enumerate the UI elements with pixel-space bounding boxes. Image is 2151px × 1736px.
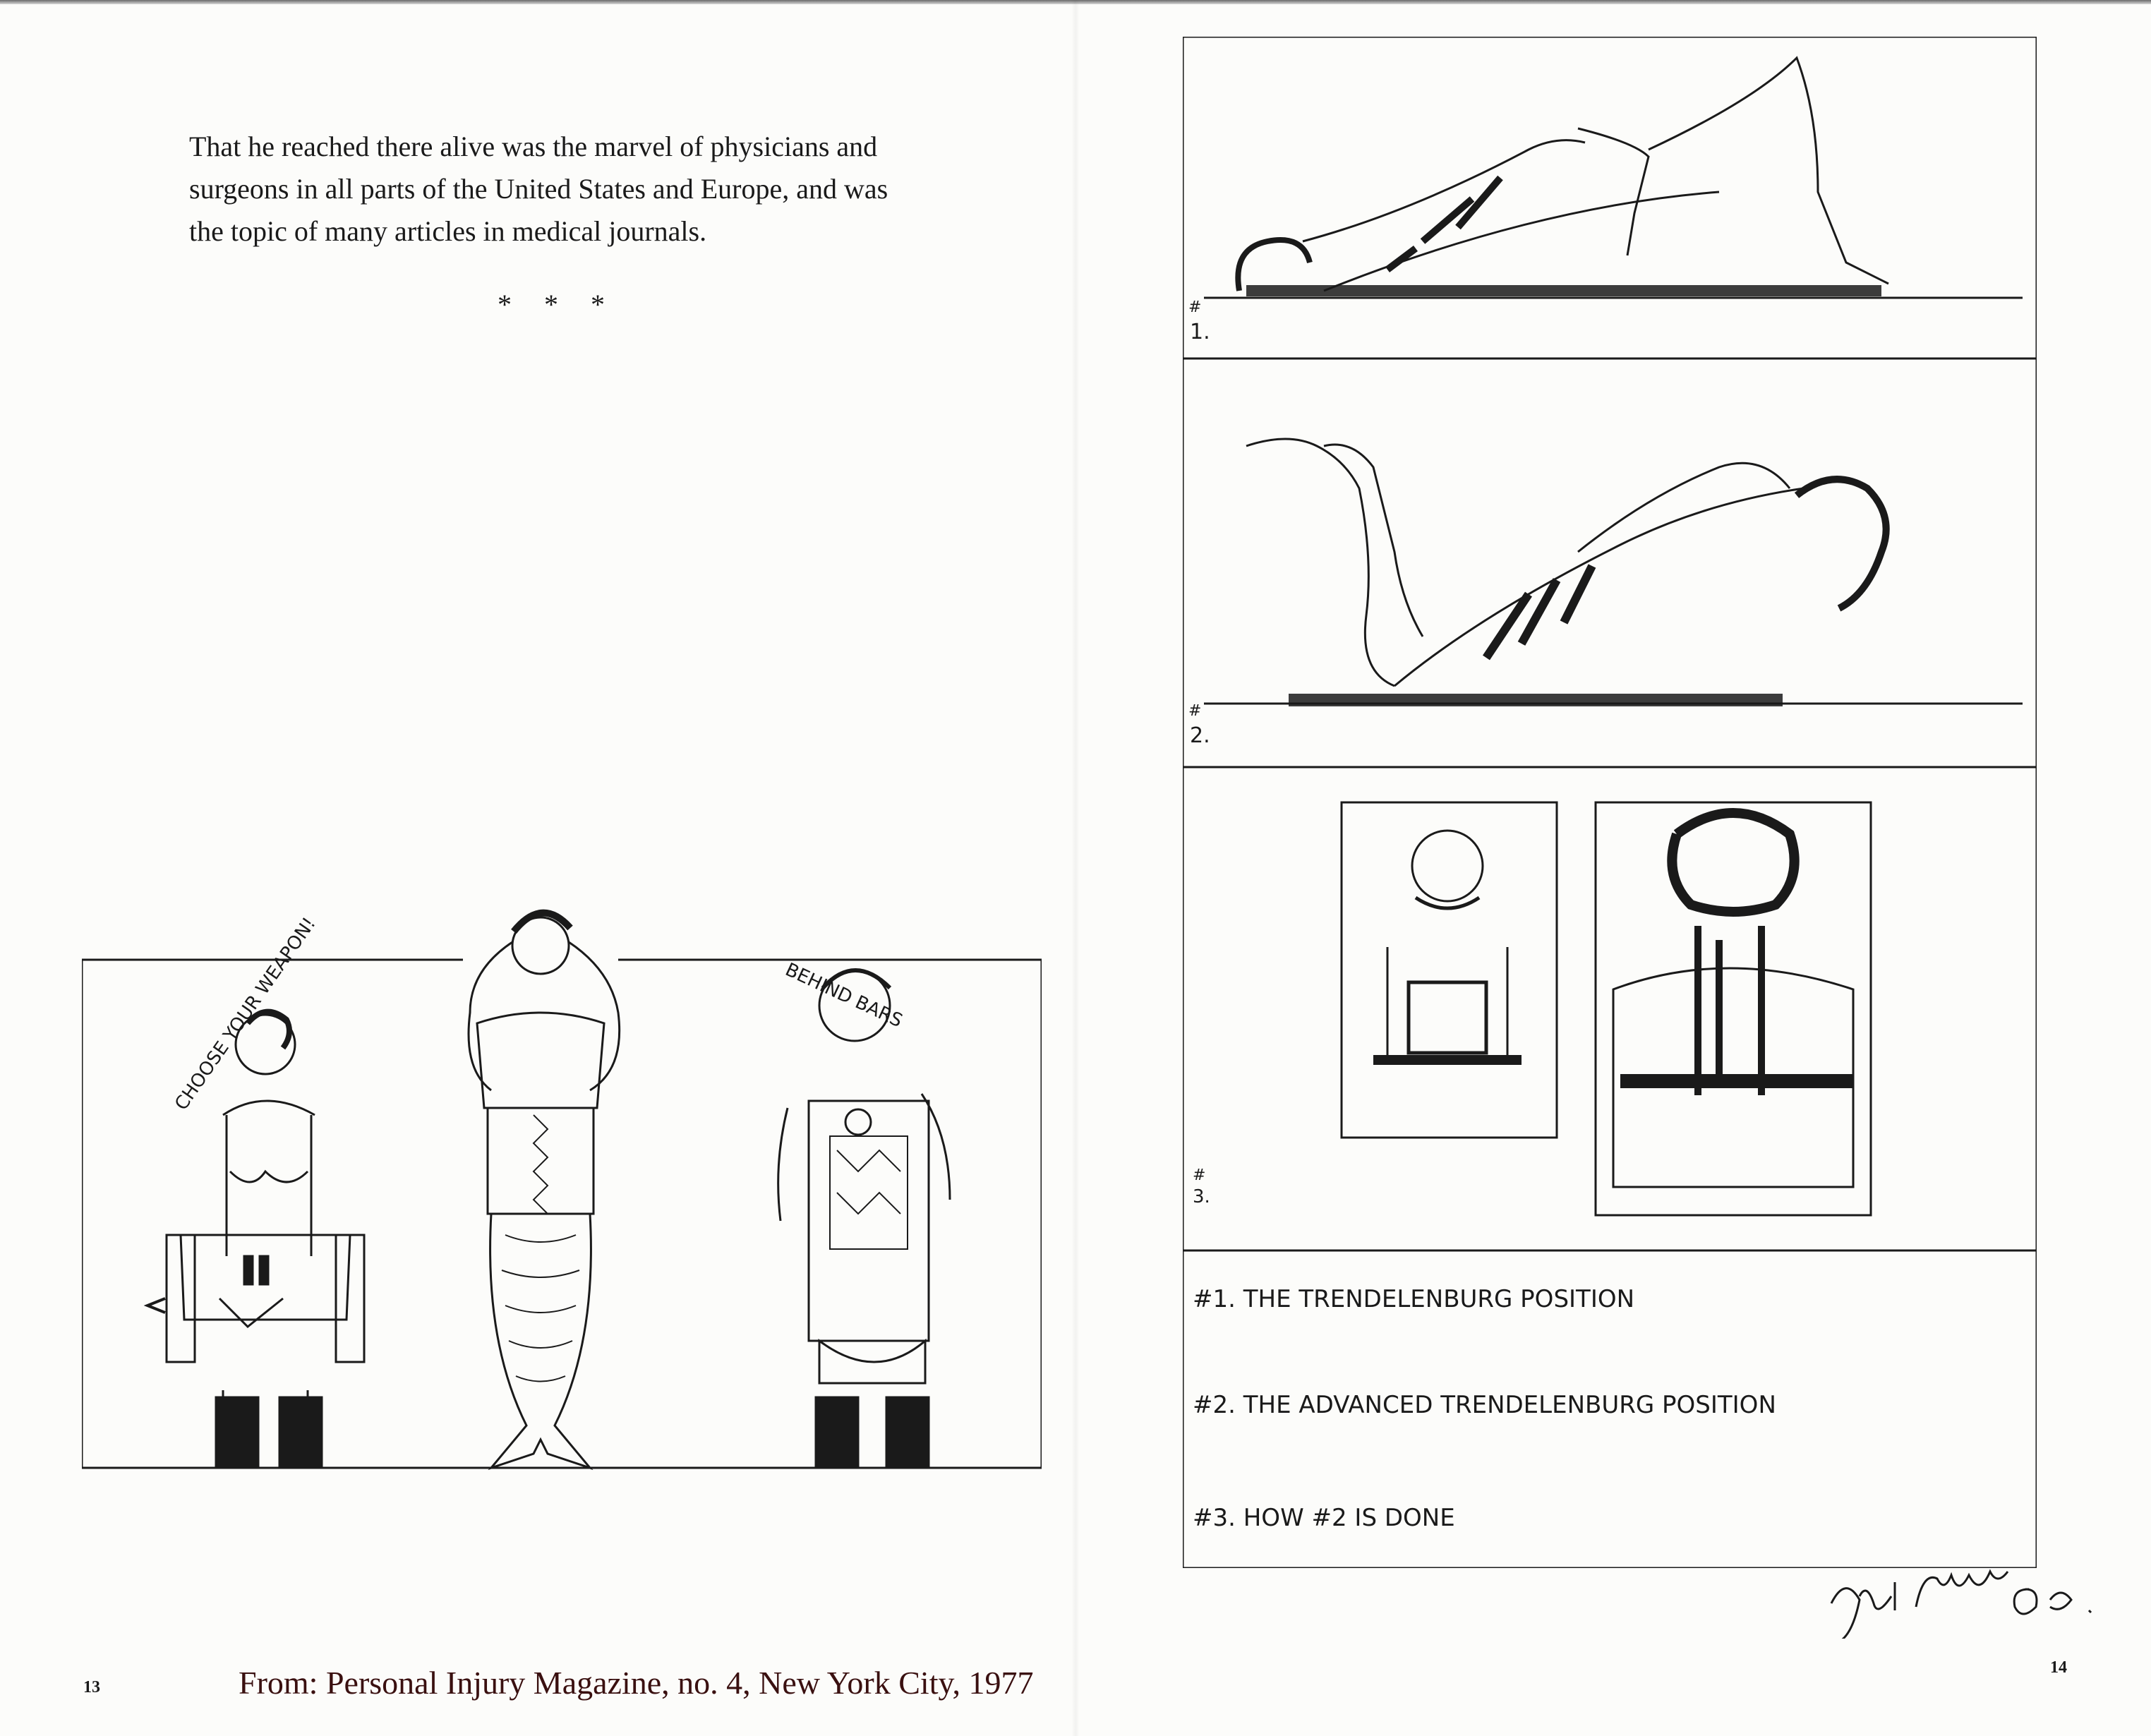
label-choose-your-weapon: CHOOSE YOUR WEAPON!: [171, 913, 320, 1115]
legend-item-1: #1. THE TRENDELENBURG POSITION: [1193, 1285, 1635, 1313]
body-line: the topic of many articles in medical journals.: [189, 215, 707, 247]
figure-left-choose-your-weapon: [147, 1012, 364, 1468]
figure-right-behind-bars: [778, 970, 950, 1468]
body-line: That he reached there alive was the marvel of physicians and: [189, 131, 878, 162]
artist-signature: [1817, 1561, 2114, 1639]
panel-2-number: 2.: [1190, 723, 1210, 748]
source-caption: From: Personal Injury Magazine, no. 4, New York City, 1977: [239, 1665, 1034, 1701]
label-behind-bars: BEHIND BARS: [782, 959, 906, 1032]
panel-3-number: 3.: [1193, 1186, 1210, 1207]
panel-2-drawing: [1204, 439, 2023, 704]
legend-item-3: #3. HOW #2 IS DONE: [1193, 1504, 1455, 1532]
legend-item-2: #2. THE ADVANCED TRENDELENBURG POSITION: [1193, 1391, 1776, 1419]
panel-1-drawing: [1204, 58, 2023, 298]
body-line: surgeons in all parts of the United States and Europe, and was: [189, 173, 888, 205]
panel-3-front-view: [1342, 802, 1557, 1138]
page-number: 13: [83, 1678, 100, 1696]
comic-strip: [1183, 37, 2037, 1568]
corset-figures-illustration: [82, 903, 1042, 1553]
section-separator: * * *: [498, 289, 617, 320]
figure-center-mermaid: [469, 913, 620, 1468]
panel-3-marker: #: [1193, 1167, 1206, 1184]
page-number: 14: [2050, 1658, 2067, 1677]
panel-3-drawing: [1342, 802, 1871, 1215]
panel-2-marker: #: [1188, 702, 1202, 720]
panel-1-number: 1.: [1190, 320, 1210, 344]
body-paragraph: [189, 126, 1078, 253]
panel-1-marker: #: [1188, 299, 1202, 316]
panel-3-back-view: [1596, 802, 1871, 1215]
